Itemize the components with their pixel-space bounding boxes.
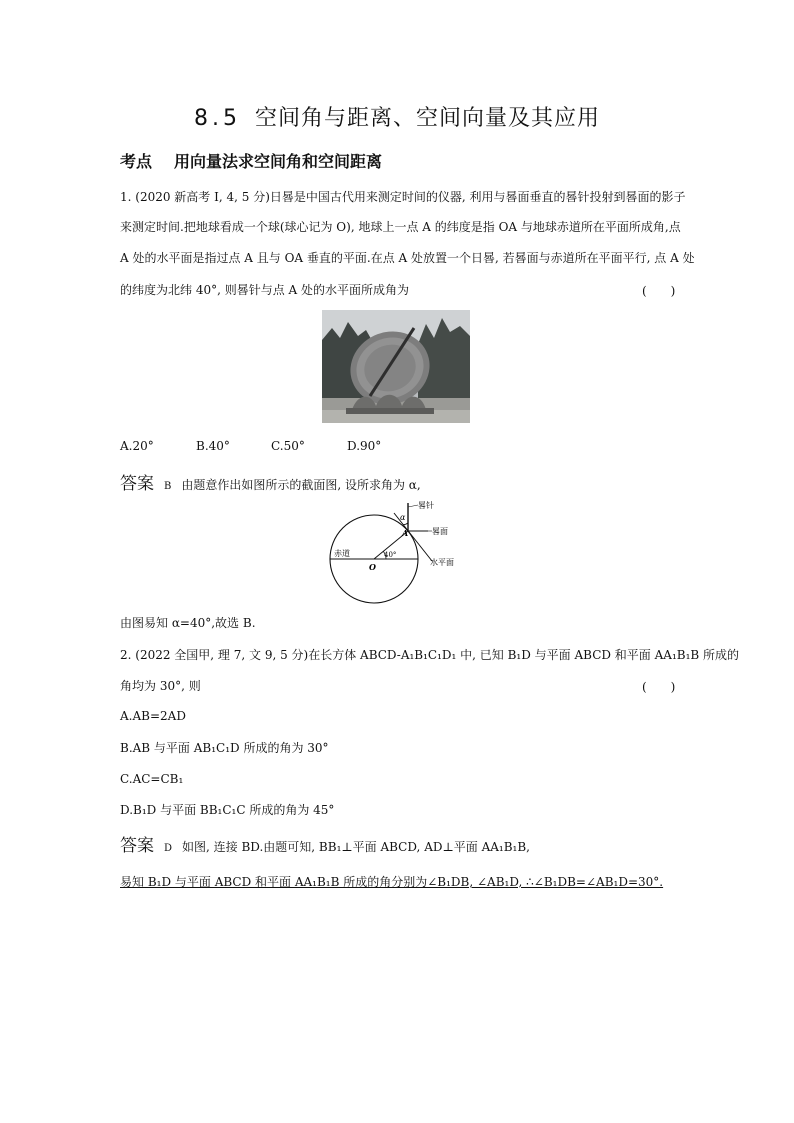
q2-option-a: A.AB=2AD	[120, 709, 186, 723]
q1-line-2: 来测定时间.把地球看成一个球(球心记为 O), 地球上一点 A 的纬度是指 OA 与地球赤道所在平面所成角,点	[120, 220, 681, 234]
q1-answer-letter: B	[164, 481, 172, 492]
q1-answer-label: 答案	[120, 474, 154, 494]
q1-choice-a: A.20°	[120, 439, 154, 453]
q1-line-3: A 处的水平面是指过点 A 且与 OA 垂直的平面.在点 A 处放置一个日晷, 若晷面与赤道所在平面平行, 点 A 处	[120, 251, 695, 265]
q1-line-1: 1. (2020 新高考 Ⅰ, 4, 5 分)日晷是中国古代用来测定时间的仪器, 利用与晷面垂直的晷针投射到晷面的影子	[120, 190, 686, 204]
label-horizontal: 水平面	[430, 558, 454, 567]
topic-label: 考点	[120, 152, 153, 171]
label-face: 晷面	[432, 527, 448, 536]
q2-line-2: 角均为 30°, 则	[120, 679, 201, 693]
label-o: O	[369, 562, 376, 572]
label-alpha: α	[400, 513, 406, 522]
q2-answer-letter: D	[164, 843, 173, 854]
topic-name: 用向量法求空间角和空间距离	[174, 152, 383, 171]
section-number: 8.5	[193, 106, 241, 131]
q1-choice-c: C.50°	[271, 439, 305, 453]
sundial-photo-graphic	[322, 310, 470, 423]
label-needle: 晷针	[418, 501, 434, 510]
q1-answer	[120, 474, 421, 497]
label-angle-40: 40°	[384, 551, 397, 559]
section-title: 空间角与距离、空间向量及其应用	[254, 106, 600, 131]
page-title	[0, 101, 794, 132]
q2-answer-label: 答案	[120, 836, 154, 856]
label-equator: 赤道	[334, 549, 350, 558]
q1-cross-section-figure	[328, 495, 470, 607]
q2-option-d: D.B₁D 与平面 BB₁C₁C 所成的角为 45°	[120, 803, 335, 817]
q2-option-b: B.AB 与平面 AB₁C₁D 所成的角为 30°	[120, 741, 329, 755]
q1-answer-bracket: ( )	[642, 284, 676, 298]
topic-heading	[120, 149, 382, 172]
q1-conclusion: 由图易知 α=40°,故选 B.	[120, 616, 256, 630]
cross-section-diagram	[328, 495, 470, 607]
sundial-photo	[322, 310, 470, 423]
q2-option-c: C.AC=CB₁	[120, 772, 184, 786]
q1-choice-d: D.90°	[347, 439, 382, 453]
q2-line-1: 2. (2022 全国甲, 理 7, 文 9, 5 分)在长方体 ABCD-A₁B₁C₁D₁ 中, 已知 B₁D 与平面 ABCD 和平面 AA₁B₁B 所成的	[120, 648, 740, 662]
q2-answer-bracket: ( )	[642, 680, 676, 694]
q1-answer-text: 由题意作出如图所示的截面图, 设所求角为 α,	[181, 478, 421, 492]
alpha-arc	[403, 523, 408, 525]
q2-explanation: 易知 B₁D 与平面 ABCD 和平面 AA₁B₁B 所成的角分别为∠B₁DB, ∠AB₁D, ∴∠B₁DB=∠AB₁D=30°.	[120, 875, 664, 889]
label-a: A	[402, 528, 409, 538]
q2-answer	[120, 836, 530, 859]
q2-answer-text: 如图, 连接 BD.由题可知, BB₁⊥平面 ABCD, AD⊥平面 AA₁B₁B,	[182, 840, 530, 854]
q1-choices	[120, 438, 381, 454]
q1-line-4: 的纬度为北纬 40°, 则晷针与点 A 处的水平面所成角为	[120, 283, 410, 297]
q1-choice-b: B.40°	[196, 439, 230, 453]
